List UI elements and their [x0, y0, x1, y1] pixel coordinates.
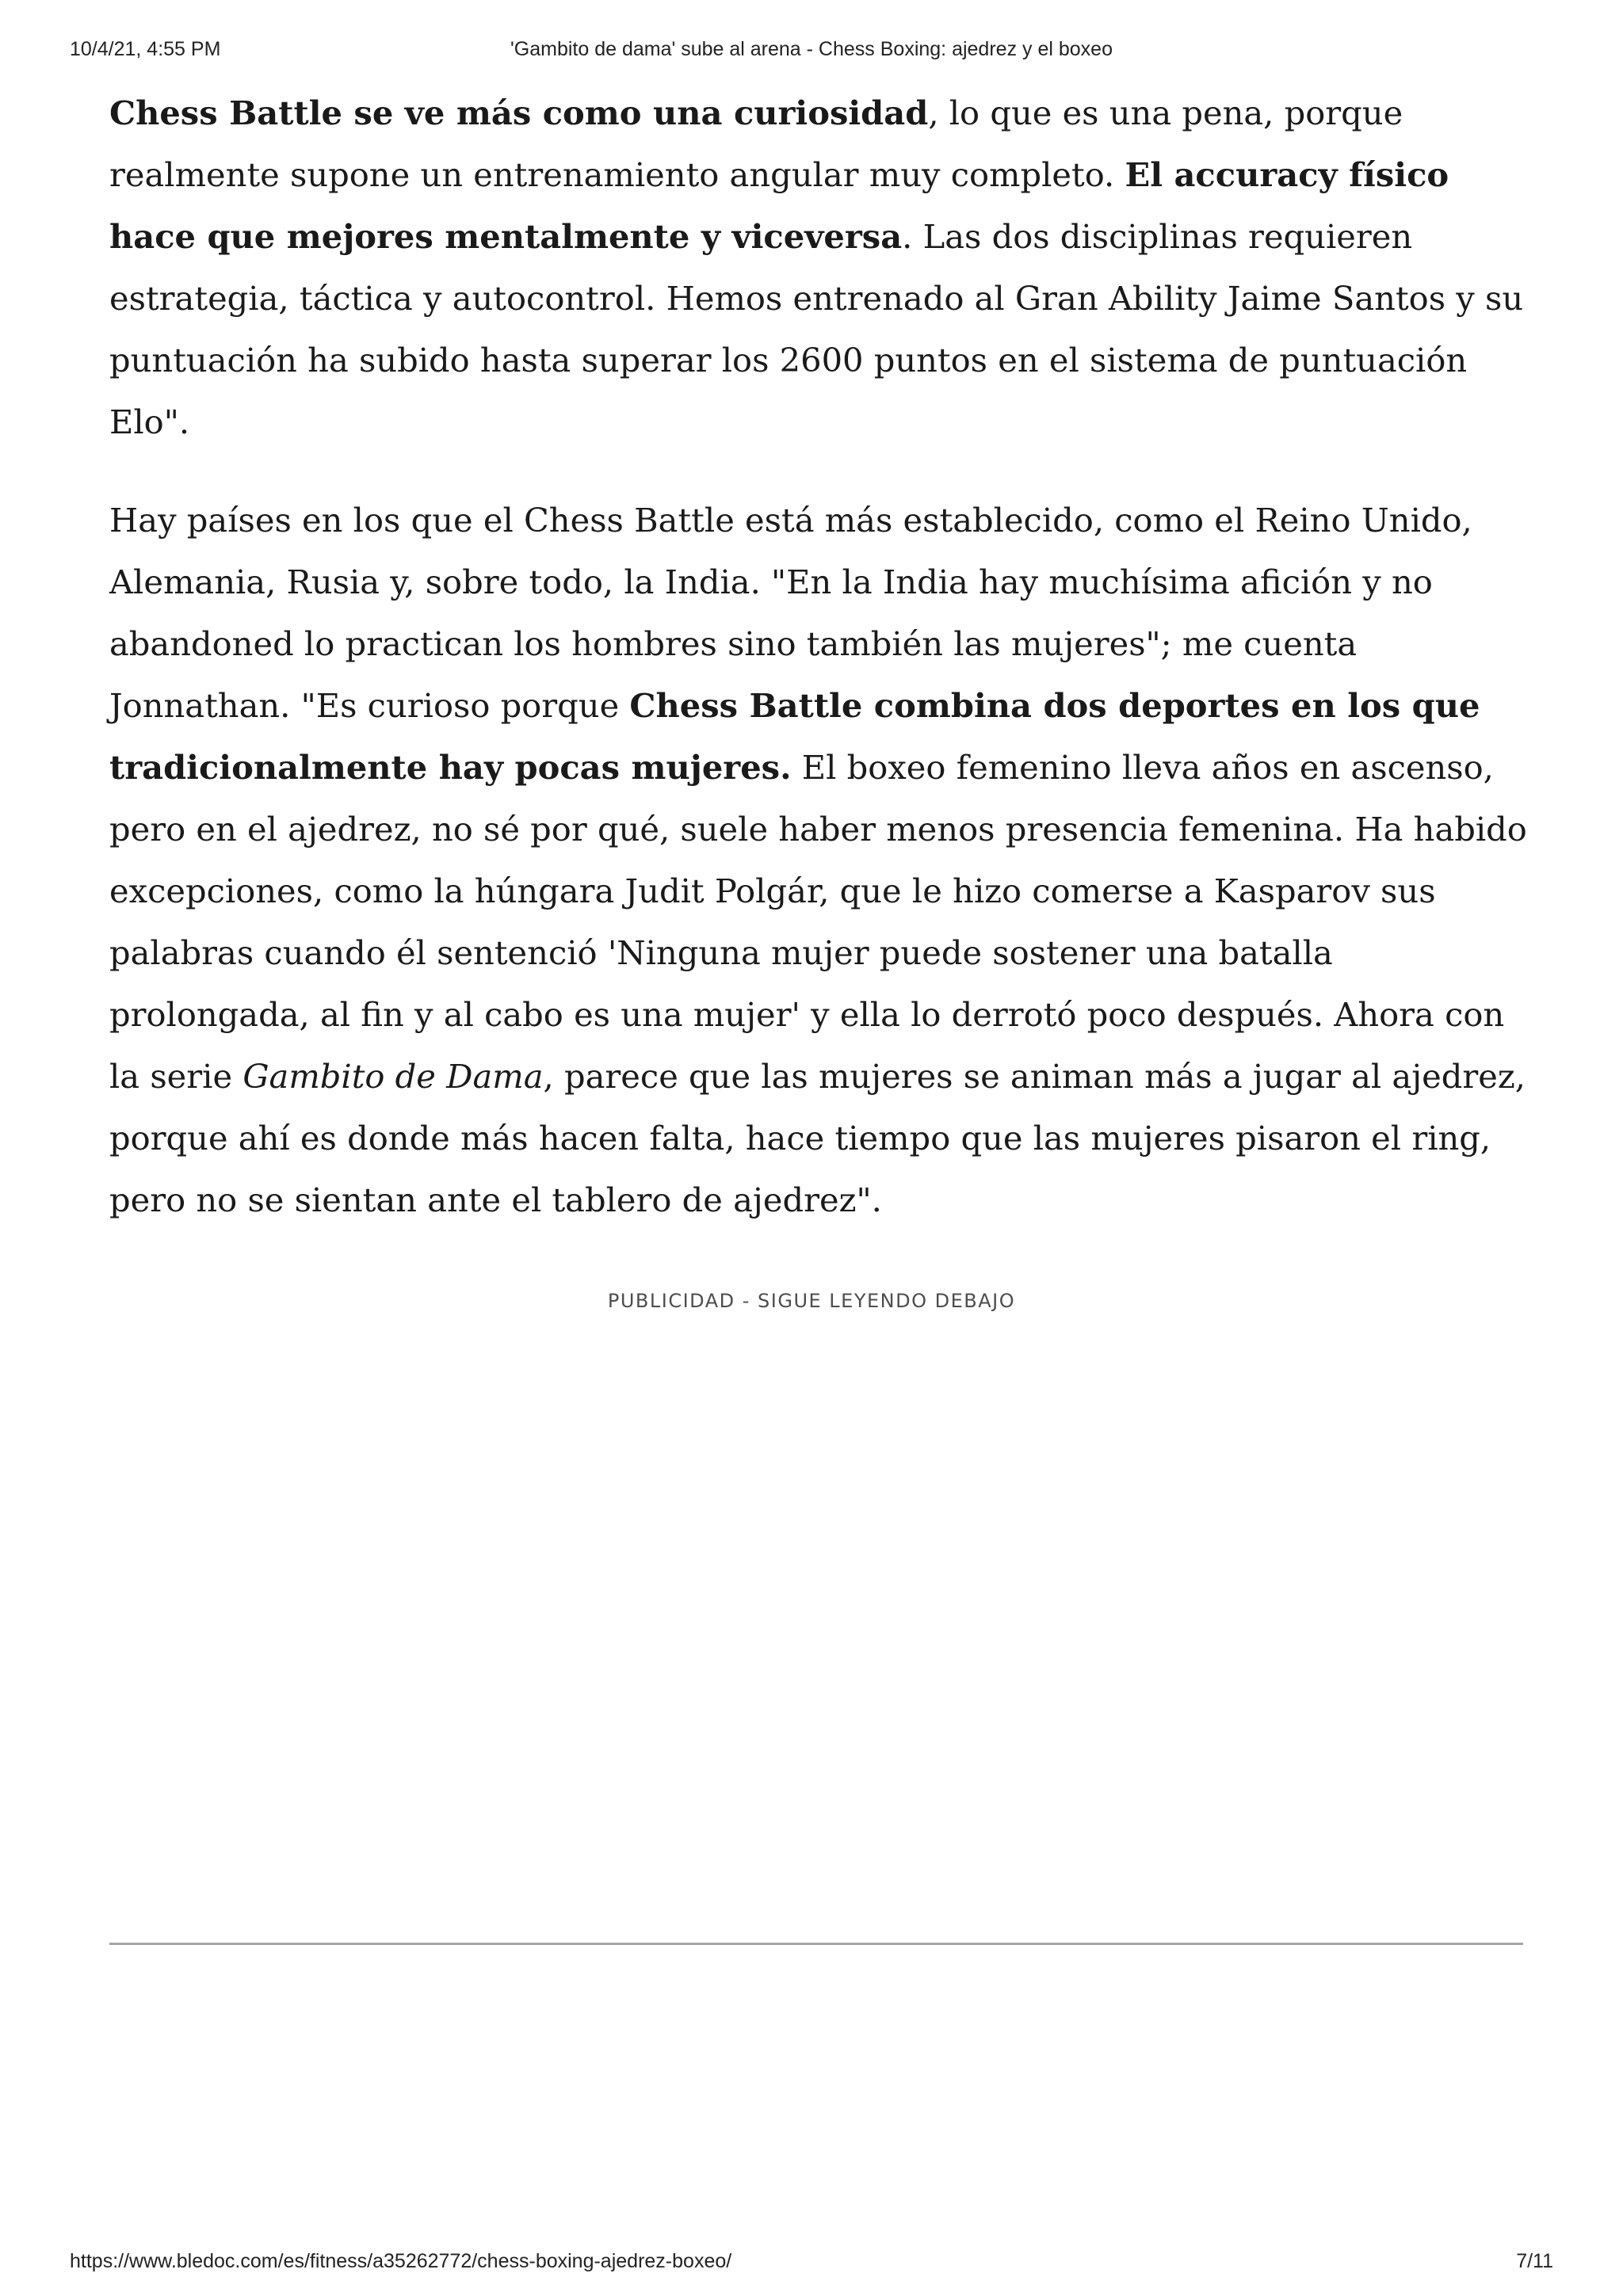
ad-label: PUBLICIDAD - SIGUE LEYENDO DEBAJO — [607, 1290, 1016, 1312]
body-text: El boxeo femenino lleva años en ascenso, pero en el ajedrez, no sé por qué, suele haber menos presencia femenina. Ha habido excepciones, como la húngara Judit Polgár, que le hizo comerse a Kasparov sus palabras cuando él sentenció 'Ninguna mujer puede sostener una batalla prolongada, al fin y al cabo es una mujer' y ella lo derrotó poco después. Ahora con la serie — [109, 748, 1527, 1096]
body-text: , parece que las mujeres se animan más a jugar al ajedrez, porque ahí es donde más hacen falta, hace tiempo que las mujeres pisaron el ring, pero no se sientan ante el tablero de ajedrez". — [109, 1057, 1526, 1219]
article-body — [109, 82, 1528, 1231]
ad-slot — [109, 1339, 1528, 1925]
article-paragraph — [109, 490, 1528, 1231]
print-footer — [0, 2250, 1623, 2282]
print-header — [0, 38, 1623, 70]
print-url: https://www.bledoc.com/es/fitness/a35262772/chess-boxing-ajedrez-boxeo/ — [70, 2250, 732, 2272]
section-divider — [109, 1943, 1523, 1945]
print-datetime: 10/4/21, 4:55 PM — [70, 38, 221, 60]
body-text: Hay países en los que el Chess Battle está más establecido, como el Reino Unido, Alemania, Rusia y, sobre todo, la India. "En la India hay muchísima afición y no abandoned lo practican los hombres sino también las mujeres"; me cuenta Jonnathan. "Es curioso porque — [109, 501, 1472, 725]
body-text: . Las dos disciplinas requieren estrategia, táctica y autocontrol. Hemos entrenado al Gran Ability Jaime Santos y su puntuación ha subido hasta superar los 2600 puntos en el sistema de puntuación Elo". — [109, 217, 1524, 441]
article-paragraph — [109, 82, 1528, 453]
italic-title: Gambito de Dama — [242, 1057, 544, 1096]
bold-text: Chess Battle se ve más como una curiosidad — [109, 93, 929, 132]
body-text: , lo que es una pena, porque realmente supone un entrenamiento angular muy completo. — [109, 93, 1403, 194]
print-page-title: 'Gambito de dama' sube al arena - Chess Boxing: ajedrez y el boxeo — [510, 38, 1113, 60]
bold-text: Chess Battle combina dos deportes en los que tradicionalmente hay pocas mujeres. — [109, 686, 1480, 787]
bold-text: El accuracy físico hace que mejores mentalmente y viceversa — [109, 155, 1449, 256]
page-number: 7/11 — [1516, 2250, 1553, 2272]
